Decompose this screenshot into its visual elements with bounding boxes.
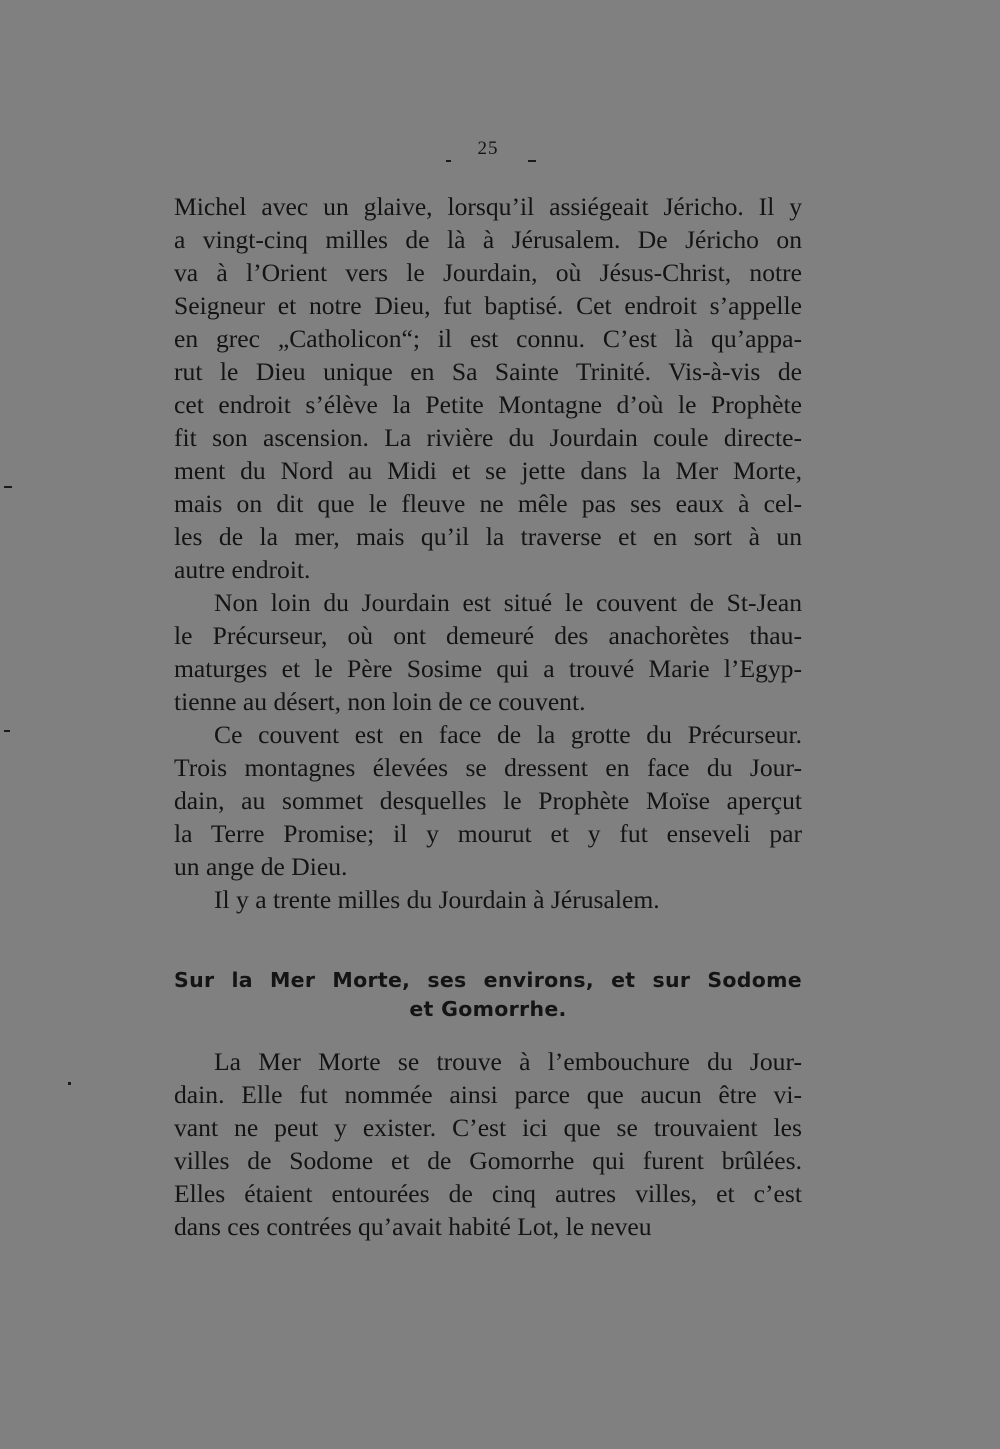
text-line: en grec „Catholicon“; il est connu. C’est là qu’appa- [174, 324, 802, 353]
text-line: rut le Dieu unique en Sa Sainte Trinité. Vis-à-vis de [174, 357, 802, 386]
text-line: le Précurseur, où ont demeuré des anachorètes thau- [174, 621, 802, 650]
text-line: Ce couvent est en face de la grotte du Précurseur. [214, 720, 802, 749]
page-number: 25 [477, 138, 499, 159]
text-line: la Terre Promise; il y mourut et y fut enseveli par [174, 819, 802, 848]
text-line: a vingt-cinq milles de là à Jérusalem. De Jéricho on [174, 225, 802, 254]
text-line: Non loin du Jourdain est situé le couvent de St-Jean [214, 588, 802, 617]
text-line: les de la mer, mais qu’il la traverse et en sort à un [174, 522, 802, 551]
body-text-top [174, 190, 802, 916]
text-line: cet endroit s’élève la Petite Montagne d’où le Prophète [174, 390, 802, 419]
text-line: Trois montagnes élevées se dressent en face du Jour- [174, 753, 802, 782]
text-line: maturges et le Père Sosime qui a trouvé Marie l’Egyp- [174, 654, 802, 683]
text-line: tienne au désert, non loin de ce couvent. [174, 687, 586, 716]
text-line: fit son ascension. La rivière du Jourdain coule directe- [174, 423, 802, 452]
heading-line: Sur la Mer Morte, ses environs, et sur Sodome [174, 968, 802, 992]
text-line: va à l’Orient vers le Jourdain, où Jésus-Christ, notre [174, 258, 802, 287]
text-line: mais on dit que le fleuve ne mêle pas ses eaux à cel- [174, 489, 802, 518]
text-line: villes de Sodome et de Gomorrhe qui furent brûlées. [174, 1146, 802, 1175]
text-line: Elles étaient entourées de cinq autres villes, et c’est [174, 1179, 802, 1208]
text-line: dain, au sommet desquelles le Prophète Moïse aperçut [174, 786, 802, 815]
text-line: dans ces contrées qu’avait habité Lot, le neveu [174, 1212, 652, 1241]
text-line: autre endroit. [174, 555, 311, 584]
text-line: dain. Elle fut nommée ainsi parce que aucun être vi- [174, 1080, 802, 1109]
text-line: vant ne peut y exister. C’est ici que se trouvaient les [174, 1113, 802, 1142]
scan-mark [4, 486, 12, 488]
text-line: ment du Nord au Midi et se jette dans la Mer Morte, [174, 456, 802, 485]
text-line: La Mer Morte se trouve à l’embouchure du Jour- [214, 1047, 802, 1076]
text-line: un ange de Dieu. [174, 852, 348, 881]
text-line: Michel avec un glaive, lorsqu’il assiégeait Jéricho. Il y [174, 192, 802, 221]
section-heading [174, 966, 802, 1024]
text-line: Il y a trente milles du Jourdain à Jérusalem. [214, 885, 660, 914]
scan-mark [446, 160, 451, 162]
scan-mark [4, 730, 10, 732]
heading-line: et Gomorrhe. [409, 997, 567, 1021]
scan-mark [68, 1082, 71, 1085]
body-text-bottom [174, 1045, 802, 1243]
text-line: Seigneur et notre Dieu, fut baptisé. Cet endroit s’appelle [174, 291, 802, 320]
scan-mark [528, 160, 536, 162]
